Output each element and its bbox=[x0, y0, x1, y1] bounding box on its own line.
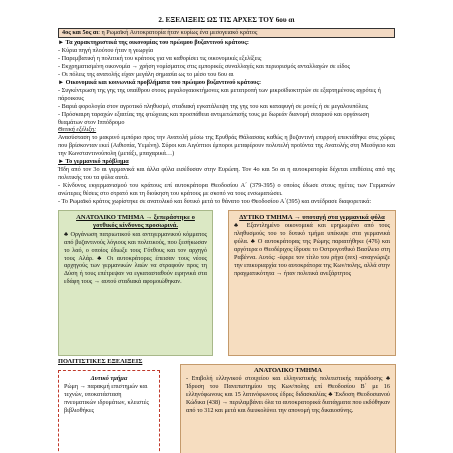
culture-columns bbox=[58, 366, 395, 453]
east-box bbox=[58, 210, 213, 356]
society-item: - Βαριά φορολογία στον αγροτικό πληθυσμό, σταδιακή εγκατάλειψη της γης του και καταφυγή σε μονές ή σε μεγαλουπόλεις bbox=[58, 102, 369, 110]
germanic-paragraph: - Κίνδυνος εκγερμανισμού του κράτους επί αυτοκράτορα Θεοδοσίου Α΄ (379-395) ο οποίος έδωσε στους ηγέτες των Γερμανών ανώτερες θέσεις στο στρατό και τη διοίκηση του κράτους με σκοπό να τους ενσωματώσει. bbox=[58, 182, 395, 197]
society-item: - Πρόσκαιρη ταραχών εξαιτίας της φτώχειας και προσπάθεια αντιμετώπισής τους με δωρεάν διανομή σιταριού και οργάνωση θεαμάτων στον Ιππόδρομο bbox=[58, 110, 370, 126]
intro-years: 4ος και 5ος αι bbox=[62, 29, 99, 37]
east-box-text: ♣ Οργάνωση πατριωτικού και αντιγερμανικού κόμματος από βυζαντινούς λόγιους και πολιτικούς, που ξεσήκωσαν το λαό, ο οποίος έδιωξε τους Γότθους και τον αρχηγό τους Αλάρ. ♣ Οι αυτοκράτορες έπεισαν τους νέους αρχηγούς των γερμανικών λαών να στραφούν προς τη Δύση ή τους επέτρεψαν να εγκατασταθούν ειρηνικά στα εδάφη τους → αυτού σταδιακά αφομοιώθηκαν. bbox=[64, 230, 207, 286]
society-item: - Συγκέντρωση της γης της υπαίθρου στους μεγαλογαιοκτήμονες και μετατροπή των μικροϊδιοκτητών σε εξαρτημένους αγρότες ή πάροικους bbox=[58, 86, 381, 102]
east-culture-heading: ΑΝΑΤΟΛΙΚΟ ΤΜΗΜΑ bbox=[253, 366, 323, 374]
germanic-heading: ► Το γερμανικό πρόβλημα bbox=[58, 158, 129, 166]
society-section bbox=[58, 79, 395, 127]
economy-heading: ► Τα χαρακτηριστικά της οικονομίας του πρώιμου βυζαντινού κράτους: bbox=[58, 39, 249, 47]
economy-item: - Οι πόλεις της ανατολής είχαν μεγάλη σημασία ως το μέσο του 6ου αι bbox=[58, 70, 234, 78]
east-west-columns bbox=[58, 210, 395, 370]
society-heading: ► Οικονομικά και κοινωνικά προβλήματα του πρώιμου βυζαντινού κράτους: bbox=[58, 78, 262, 86]
intro-box bbox=[58, 28, 395, 38]
page-title: 2. ΕΞΕΛΙΞΕΙΣ ΩΣ ΤΙΣ ΑΡΧΕΣ ΤΟΥ 6ου αι bbox=[158, 16, 295, 24]
east-box-heading: ΑΝΑΤΟΛΙΚΟ ΤΜΗΜΑ → ξεπεράστηκε ο γοτθικός κίνδυνος προσωρινά. bbox=[76, 213, 195, 230]
economy-item: - Παρεμβατική η πολιτική του κράτους για να καθορίσει τις οικονομικές εξελίξεις bbox=[58, 55, 262, 63]
west-box-heading: ΔΥΤΙΚΟ ΤΜΗΜΑ → υποταγή στα γερμανικά φύλα bbox=[239, 213, 385, 221]
germanic-paragraph: - Το Ρωμαϊκό κράτος χωρίστηκε σε ανατολικό και δυτικό μετά το θάνατο του Θεοδοσίου Α΄(395) και αντέδρασε διαφορετικά: bbox=[58, 197, 372, 205]
trade-heading: Θετική εξέλιξη: bbox=[58, 126, 97, 134]
east-culture-text: - Επιβολή ελληνικού στοιχείου και ελληνιστικής πολιτιστικής παράδοσης ♣ Ίδρυση του Πανεπιστημίου της Κων/πολης επί Θεοδοσίου Β΄ με 16 ελληνόφωνους και 15 λατινόφωνους έδρες διδασκαλίας ♣ Έκδοση Θεοδοσιανού Κώδικα (438) → περιλαμβάνει όλα τα αυτοκρατορικά διατάγματα που εκδόθηκαν από το 312 και μετά και διευκολύνει την απονομή της δικαιοσύνης. bbox=[186, 375, 390, 415]
west-culture-text: Ρώμη → παρακμή επιστημών και τεχνών, υποκατάσταση πνευματικών ιδρυμάτων, κλειστές βιβλιοθήκες bbox=[64, 383, 149, 414]
east-culture-box bbox=[180, 364, 396, 453]
economy-section bbox=[58, 39, 395, 79]
west-box-text: ♣ Εξαντλημένο οικονομικά και ερημωμένο από τους πληθυσμούς του το δυτικό τμήμα υπέκυψε στα γερμανικά φύλα. ♣ Ο αυτοκράτορας της Ρώμης παραιτήθηκε (476) και αργότερα ο Θεοδέριχος ίδρυσε το Οστρογοτθικό Βασίλειο στη Ραβέννα. Αυτός: -έφερε τον τίτλο του ρήγα (rex) -αναγνώριζε την επικυριαρχία του αυτοκράτορα της Κων/πολης, αλλά στην πραγματικότητα → ήταν πολιτικά ανεξάρτητος bbox=[234, 222, 390, 277]
west-box bbox=[228, 210, 396, 356]
west-culture-box bbox=[58, 370, 160, 453]
economy-item: - Εκχρηματισμένη οικονομία → χρήση νομίσματος στις εμπορικές συναλλαγές και περιορισμός ανταλλαγών σε είδος bbox=[58, 62, 350, 70]
trade-text: Ανασύσταση το μακρινό εμπόριο προς την Ανατολή μέσω της Ερυθράς Θάλασσας καθώς η βυζαντινή επιρροή επεκτάθηκε στις χώρες που βρίσκονταν εκεί (Αιθιοπία, Υεμένη). Σύροι και Αιγύπτιοι έμποροι μεταφέρουν πολυτελή προϊόντα της Ανατολής στη Μεσόγειο και την Κωνσταντινούπολη (μετάξι, μπαχαρικά…) bbox=[58, 134, 395, 158]
cultural-heading: ΠΟΛΙΤΙΣΤΙΚΕΣ ΕΞΕΛΙΞΕΙΣ bbox=[58, 357, 143, 365]
economy-item: - Κύρια πηγή πλούτου ήταν η γεωργία bbox=[58, 47, 154, 55]
germanic-section bbox=[58, 158, 395, 206]
west-culture-heading: Δυτικό τμήμα bbox=[90, 374, 128, 382]
trade-section bbox=[58, 126, 395, 158]
germanic-paragraph: Ήδη από τον 3ο αι γερμανικά και άλλα φύλα εισέδυσαν στην Ευρώπη. Τον 4ο και 5ο αι η αυτοκρατορία δέχεται επιθέσεις από της πολιτικής του τα φύλα αυτά. bbox=[58, 166, 395, 182]
intro-text: : η Ρωμαϊκή Αυτοκρατορία ήταν κυρίως ένα μεσογειακό κράτος bbox=[98, 29, 258, 37]
